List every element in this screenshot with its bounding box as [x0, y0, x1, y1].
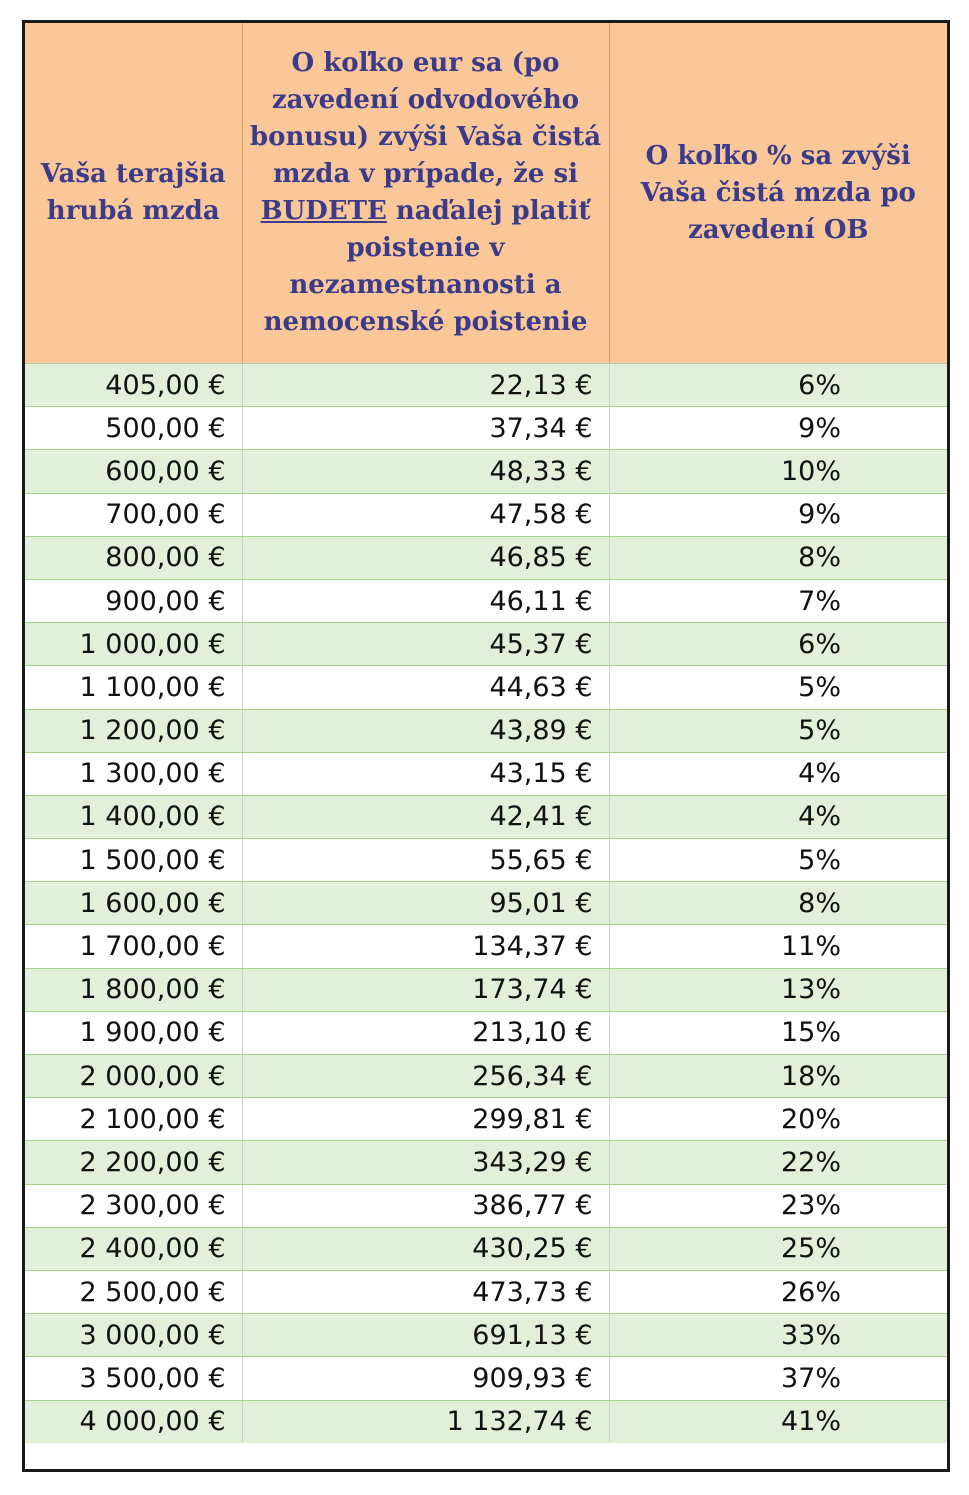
gross-salary-cell: 600,00 €: [25, 450, 242, 493]
increase-cell: 42,41 €: [242, 795, 609, 838]
gross-salary-cell: 2 300,00 €: [25, 1184, 242, 1227]
header-gross-salary: Vaša terajšia hrubá mzda: [25, 23, 242, 364]
table-frame: [22, 20, 950, 1472]
increase-cell: 46,11 €: [242, 579, 609, 622]
gross-salary-cell: 1 700,00 €: [25, 925, 242, 968]
gross-salary-cell: 2 000,00 €: [25, 1055, 242, 1098]
percent-cell: 15%: [609, 1011, 947, 1054]
percent-cell: 6%: [609, 364, 947, 407]
increase-cell: 22,13 €: [242, 364, 609, 407]
table-row: [25, 1141, 947, 1184]
gross-salary-cell: 1 200,00 €: [25, 709, 242, 752]
percent-cell: 8%: [609, 882, 947, 925]
percent-cell: 4%: [609, 795, 947, 838]
percent-cell: 13%: [609, 968, 947, 1011]
table-row: [25, 839, 947, 882]
increase-cell: 134,37 €: [242, 925, 609, 968]
table-row: [25, 795, 947, 838]
table-row: [25, 1357, 947, 1400]
gross-salary-cell: 1 400,00 €: [25, 795, 242, 838]
gross-salary-cell: 800,00 €: [25, 536, 242, 579]
percent-cell: 10%: [609, 450, 947, 493]
percent-cell: 33%: [609, 1314, 947, 1357]
percent-cell: 37%: [609, 1357, 947, 1400]
increase-cell: 37,34 €: [242, 407, 609, 450]
gross-salary-cell: 1 600,00 €: [25, 882, 242, 925]
table-row: [25, 666, 947, 709]
table-row: [25, 968, 947, 1011]
table-row: [25, 1314, 947, 1357]
gross-salary-cell: 900,00 €: [25, 579, 242, 622]
header-col2-text-after: naďalej platiť poistenie v nezamestnanosti a nemocenské poistenie: [263, 196, 591, 337]
increase-cell: 173,74 €: [242, 968, 609, 1011]
table-row: [25, 364, 947, 407]
gross-salary-cell: 1 800,00 €: [25, 968, 242, 1011]
percent-cell: 18%: [609, 1055, 947, 1098]
increase-cell: 44,63 €: [242, 666, 609, 709]
increase-cell: 55,65 €: [242, 839, 609, 882]
table-row: [25, 1184, 947, 1227]
percent-cell: 7%: [609, 579, 947, 622]
percent-cell: 5%: [609, 839, 947, 882]
percent-cell: 22%: [609, 1141, 947, 1184]
increase-cell: 473,73 €: [242, 1270, 609, 1313]
percent-cell: 26%: [609, 1270, 947, 1313]
table-row: [25, 925, 947, 968]
table-row: [25, 709, 947, 752]
table-row: [25, 1227, 947, 1270]
percent-cell: 9%: [609, 407, 947, 450]
percent-cell: 25%: [609, 1227, 947, 1270]
increase-cell: 213,10 €: [242, 1011, 609, 1054]
percent-cell: 5%: [609, 666, 947, 709]
gross-salary-cell: 405,00 €: [25, 364, 242, 407]
gross-salary-cell: 2 500,00 €: [25, 1270, 242, 1313]
header-row: [25, 23, 947, 364]
table-row: [25, 579, 947, 622]
header-net-increase-eur: [242, 23, 609, 364]
table-row: [25, 450, 947, 493]
header-net-increase-percent: O koľko % sa zvýši Vaša čistá mzda po zavedení OB: [609, 23, 947, 364]
increase-cell: 386,77 €: [242, 1184, 609, 1227]
table-row: [25, 407, 947, 450]
percent-cell: 4%: [609, 752, 947, 795]
salary-table: [25, 23, 947, 1443]
table-row: [25, 1270, 947, 1313]
table-row: [25, 1400, 947, 1443]
table-row: [25, 882, 947, 925]
increase-cell: 299,81 €: [242, 1098, 609, 1141]
table-row: [25, 1055, 947, 1098]
gross-salary-cell: 2 200,00 €: [25, 1141, 242, 1184]
percent-cell: 41%: [609, 1400, 947, 1443]
gross-salary-cell: 1 300,00 €: [25, 752, 242, 795]
percent-cell: 8%: [609, 536, 947, 579]
percent-cell: 20%: [609, 1098, 947, 1141]
table-body: [25, 364, 947, 1444]
table-row: [25, 1011, 947, 1054]
gross-salary-cell: 3 000,00 €: [25, 1314, 242, 1357]
increase-cell: 691,13 €: [242, 1314, 609, 1357]
header-col2-emphasis: BUDETE: [260, 196, 387, 226]
percent-cell: 11%: [609, 925, 947, 968]
increase-cell: 430,25 €: [242, 1227, 609, 1270]
gross-salary-cell: 2 100,00 €: [25, 1098, 242, 1141]
table-row: [25, 623, 947, 666]
gross-salary-cell: 1 500,00 €: [25, 839, 242, 882]
increase-cell: 46,85 €: [242, 536, 609, 579]
table-row: [25, 752, 947, 795]
gross-salary-cell: 3 500,00 €: [25, 1357, 242, 1400]
increase-cell: 48,33 €: [242, 450, 609, 493]
table-row: [25, 536, 947, 579]
percent-cell: 5%: [609, 709, 947, 752]
gross-salary-cell: 700,00 €: [25, 493, 242, 536]
increase-cell: 256,34 €: [242, 1055, 609, 1098]
gross-salary-cell: 1 900,00 €: [25, 1011, 242, 1054]
gross-salary-cell: 2 400,00 €: [25, 1227, 242, 1270]
gross-salary-cell: 4 000,00 €: [25, 1400, 242, 1443]
increase-cell: 95,01 €: [242, 882, 609, 925]
increase-cell: 47,58 €: [242, 493, 609, 536]
gross-salary-cell: 1 000,00 €: [25, 623, 242, 666]
header-col2-text-before: O koľko eur sa (po zavedení odvodového bonusu) zvýši Vaša čistá mzda v prípade, že si: [249, 48, 602, 189]
increase-cell: 1 132,74 €: [242, 1400, 609, 1443]
gross-salary-cell: 1 100,00 €: [25, 666, 242, 709]
percent-cell: 9%: [609, 493, 947, 536]
increase-cell: 43,89 €: [242, 709, 609, 752]
increase-cell: 43,15 €: [242, 752, 609, 795]
percent-cell: 6%: [609, 623, 947, 666]
increase-cell: 45,37 €: [242, 623, 609, 666]
table-row: [25, 493, 947, 536]
increase-cell: 909,93 €: [242, 1357, 609, 1400]
table-row: [25, 1098, 947, 1141]
increase-cell: 343,29 €: [242, 1141, 609, 1184]
percent-cell: 23%: [609, 1184, 947, 1227]
gross-salary-cell: 500,00 €: [25, 407, 242, 450]
